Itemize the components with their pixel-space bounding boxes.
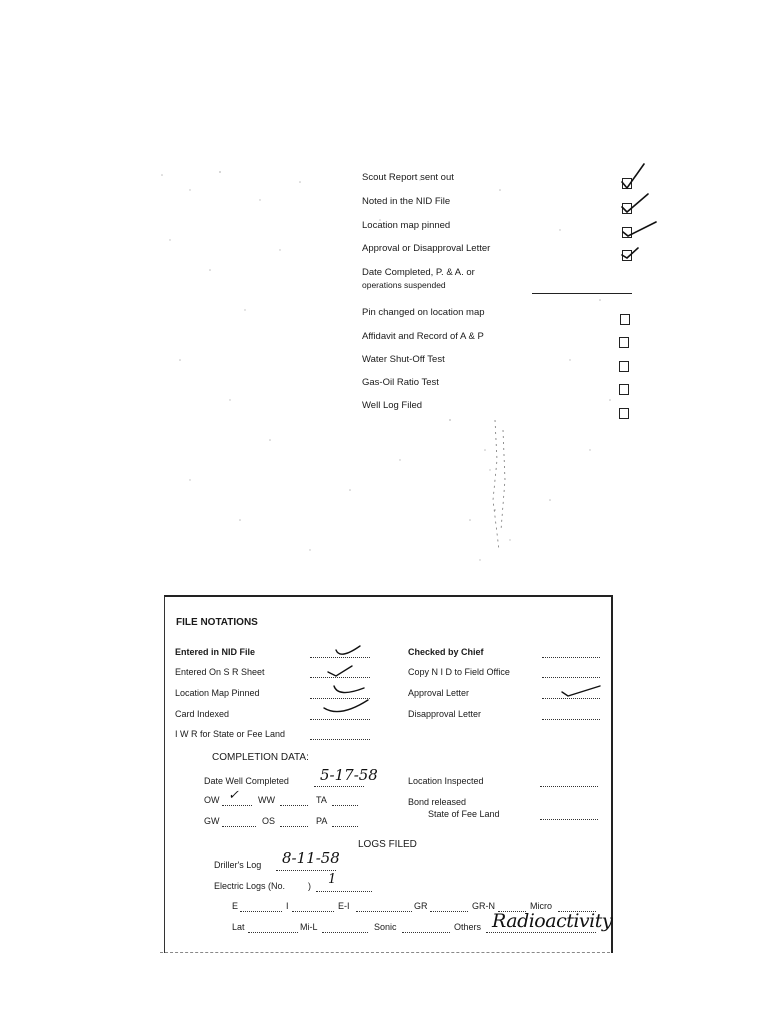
- log-mil-label: Mi-L: [300, 922, 318, 932]
- checklist-item-water-shutoff: Water Shut-Off Test: [362, 354, 445, 365]
- file-notations-title: FILE NOTATIONS: [176, 617, 258, 628]
- location-inspected-line[interactable]: [540, 786, 598, 787]
- log-e-label: E: [232, 901, 239, 911]
- state-or-fee-line[interactable]: [540, 819, 598, 820]
- os-label: OS: [262, 816, 276, 826]
- iwr-line[interactable]: [310, 739, 370, 740]
- log-micro-label: Micro: [530, 901, 552, 911]
- entered-sr-label: Entered On S R Sheet: [175, 667, 265, 677]
- log-sonic-line[interactable]: [402, 932, 450, 933]
- checklist-item-gas-oil-ratio: Gas-Oil Ratio Test: [362, 377, 439, 388]
- copy-nid-line[interactable]: [542, 677, 600, 678]
- drillers-log-label: Driller's Log: [214, 860, 262, 870]
- ow-mark: ✓: [228, 788, 239, 803]
- checkbox-water-shutoff[interactable]: [619, 361, 629, 372]
- log-gr-line[interactable]: [430, 911, 468, 912]
- gw-line[interactable]: [222, 826, 256, 827]
- ow-line[interactable]: [222, 805, 252, 806]
- checkbox-affidavit[interactable]: [619, 337, 629, 348]
- date-well-completed-line[interactable]: [314, 786, 364, 787]
- disapproval-letter-label: Disapproval Letter: [408, 709, 482, 719]
- drillers-log-value: 8-11-58: [282, 849, 340, 867]
- date-completed-line: [532, 293, 632, 294]
- card-indexed-line[interactable]: [310, 719, 370, 720]
- log-i-label: I: [286, 901, 289, 911]
- log-sonic-label: Sonic: [374, 922, 397, 932]
- pa-line[interactable]: [332, 826, 358, 827]
- date-well-completed-value: 5-17-58: [320, 766, 378, 784]
- checklist-item-location-map: Location map pinned: [362, 220, 451, 231]
- checklist-item-scout-report: Scout Report sent out: [362, 172, 454, 183]
- date-well-completed-label: Date Well Completed: [204, 776, 289, 786]
- checkbox-scout-report[interactable]: [622, 178, 632, 189]
- checklist-item-date-completed: Date Completed, P. & A. or operations suspended: [362, 267, 475, 290]
- entered-nid-label: Entered in NID File: [175, 647, 256, 657]
- log-lat-line[interactable]: [248, 932, 298, 933]
- electric-logs-line[interactable]: [316, 891, 372, 892]
- checkbox-gas-oil-ratio[interactable]: [619, 384, 629, 395]
- location-map-pinned-line[interactable]: [310, 698, 370, 699]
- completion-data-heading: COMPLETION DATA:: [212, 752, 309, 763]
- logs-filed-heading: LOGS FILED: [358, 839, 417, 850]
- ww-label: WW: [258, 795, 275, 805]
- log-e-line[interactable]: [240, 911, 282, 912]
- log-others-line[interactable]: [486, 932, 596, 933]
- log-grn-label: GR-N: [472, 901, 495, 911]
- checklist-item-affidavit: Affidavit and Record of A & P: [362, 331, 484, 342]
- approval-letter-label: Approval Letter: [408, 688, 470, 698]
- os-line[interactable]: [280, 826, 308, 827]
- checkbox-pin-changed[interactable]: [620, 314, 630, 325]
- box-bottom-edge: [160, 952, 610, 953]
- scan-artifact: [485, 420, 515, 560]
- bond-released-label: Bond released: [408, 797, 467, 807]
- checklist-item-approval-letter: Approval or Disapproval Letter: [362, 243, 491, 254]
- disapproval-letter-line[interactable]: [542, 719, 600, 720]
- log-ei-label: E-I: [338, 901, 350, 911]
- log-i-line[interactable]: [292, 911, 334, 912]
- location-inspected-label: Location Inspected: [408, 776, 484, 786]
- ta-line[interactable]: [332, 805, 358, 806]
- checkbox-nid-file[interactable]: [622, 203, 632, 214]
- entered-nid-line[interactable]: [310, 657, 370, 658]
- log-others-value: Radioactivity: [492, 910, 613, 932]
- ww-line[interactable]: [280, 805, 308, 806]
- ow-label: OW: [204, 795, 220, 805]
- approval-letter-line[interactable]: [542, 698, 600, 699]
- entered-sr-line[interactable]: [310, 677, 370, 678]
- electric-logs-paren: ): [308, 881, 311, 891]
- checkbox-location-map[interactable]: [622, 227, 632, 238]
- checked-by-chief-label: Checked by Chief: [408, 647, 484, 657]
- log-gr-label: GR: [414, 901, 428, 911]
- copy-nid-label: Copy N I D to Field Office: [408, 667, 510, 677]
- iwr-label: I W R for State or Fee Land: [175, 729, 286, 739]
- card-indexed-label: Card Indexed: [175, 709, 230, 719]
- checklist-item-nid-file: Noted in the NID File: [362, 196, 451, 207]
- ta-label: TA: [316, 795, 327, 805]
- drillers-log-line[interactable]: [276, 870, 336, 871]
- checkbox-approval-letter[interactable]: [622, 250, 632, 261]
- location-map-pinned-label: Location Map Pinned: [175, 688, 260, 698]
- state-or-fee-label: State of Fee Land: [428, 809, 500, 819]
- gw-label: GW: [204, 816, 220, 826]
- checklist-item-pin-changed: Pin changed on location map: [362, 307, 485, 318]
- checklist-item-well-log: Well Log Filed: [362, 400, 423, 411]
- log-others-label: Others: [454, 922, 482, 932]
- pa-label: PA: [316, 816, 328, 826]
- electric-logs-count: 1: [328, 872, 337, 887]
- checkbox-well-log[interactable]: [619, 408, 629, 419]
- log-ei-line[interactable]: [356, 911, 412, 912]
- electric-logs-label: Electric Logs (No.: [214, 881, 286, 891]
- checked-by-chief-line[interactable]: [542, 657, 600, 658]
- log-mil-line[interactable]: [322, 932, 368, 933]
- log-lat-label: Lat: [232, 922, 245, 932]
